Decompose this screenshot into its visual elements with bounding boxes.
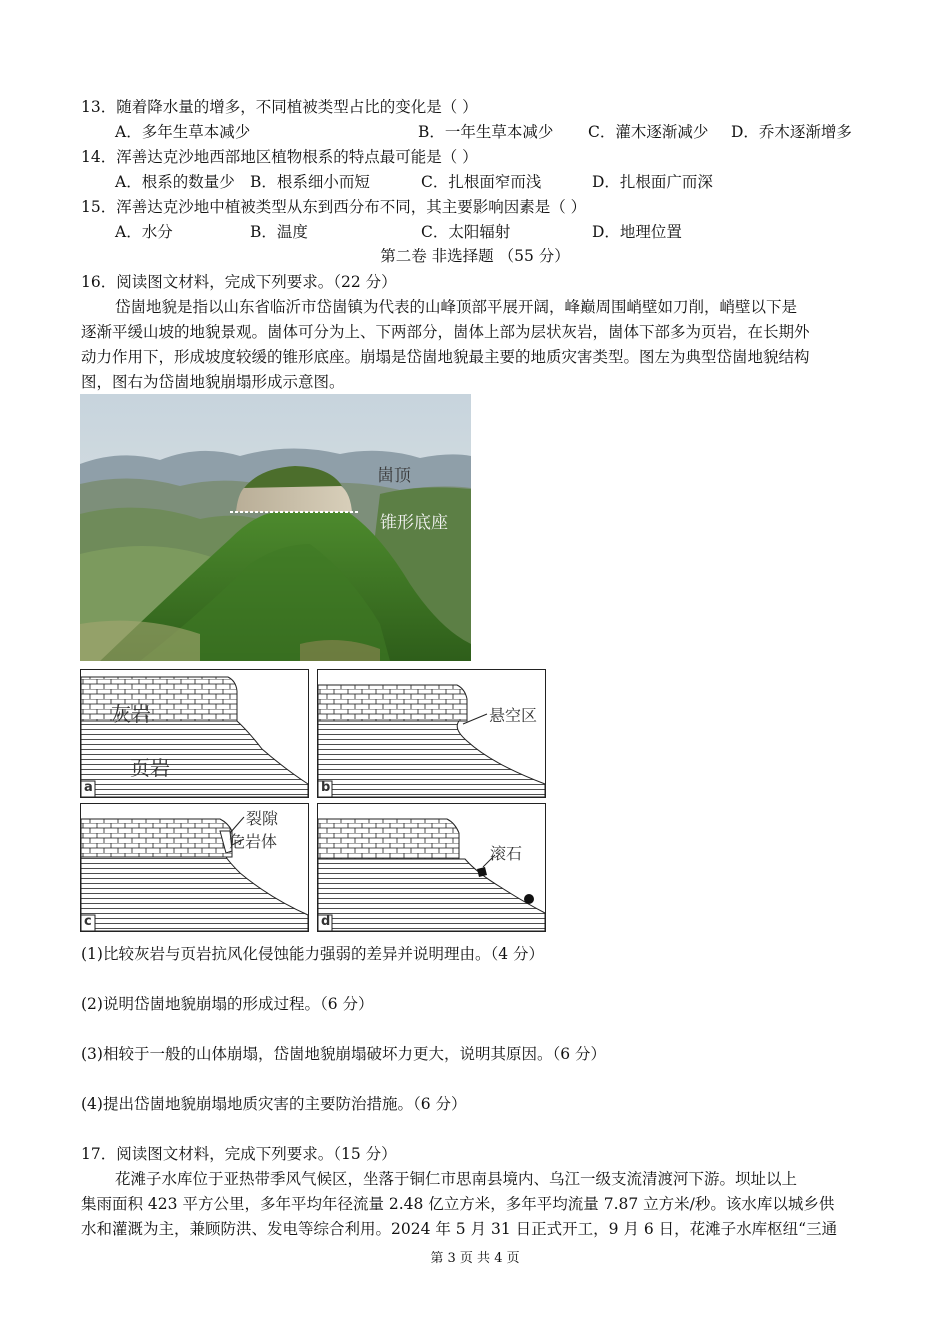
collapse-panel-a <box>80 669 309 798</box>
label-limestone: 灰岩 <box>111 702 151 726</box>
collapse-panel-d <box>317 803 546 932</box>
label-danger-rock: 危岩体 <box>229 832 278 851</box>
q14-option-c: C．扎根面窄而浅 <box>421 173 542 191</box>
page-footer: 第 3 页 共 4 页 <box>430 1251 520 1266</box>
q15-option-b: B．温度 <box>250 223 308 241</box>
daigu-landform-photo <box>80 394 471 661</box>
q15-option-a: A．水分 <box>115 223 173 241</box>
q16-sub4: (4)提出岱崮地貌崩塌地质灾害的主要防治措施。（6 分） <box>81 1095 467 1113</box>
panel-tag-a: a <box>84 780 93 795</box>
q13-option-c: C．灌木逐渐减少 <box>588 123 709 141</box>
label-shale: 页岩 <box>130 756 170 780</box>
q16-sub2: (2)说明岱崮地貌崩塌的形成过程。（6 分） <box>81 995 374 1013</box>
q14-option-a: A．根系的数量少 <box>115 173 235 191</box>
q15-option-d: D．地理位置 <box>592 223 682 241</box>
panel-tag-b: b <box>321 780 331 795</box>
q14-option-b: B．根系细小而短 <box>250 173 370 191</box>
q14-stem: 14．浑善达克沙地西部地区植物根系的特点最可能是（ ） <box>81 148 478 166</box>
q16-stem: 16．阅读图文材料，完成下列要求。（22 分） <box>81 273 397 291</box>
q17-para-line3: 水和灌溉为主，兼顾防洪、发电等综合利用。2024 年 5 月 31 日正式开工，9 月 6 日，花滩子水库枢纽“三通 <box>81 1220 838 1238</box>
label-gu-top: 崮顶 <box>377 466 411 486</box>
q17-para-line1: 花滩子水库位于亚热带季风气候区，坐落于铜仁市思南县境内、乌江一级支流清渡河下游。坝址以上 <box>115 1170 798 1188</box>
label-overhang: 悬空区 <box>489 706 538 725</box>
q15-stem: 15．浑善达克沙地中植被类型从东到西分布不同，其主要影响因素是（ ） <box>81 198 587 216</box>
panel-tag-d: d <box>321 914 331 929</box>
label-rockfall: 滚石 <box>490 844 523 863</box>
q16-para-line4: 图，图右为岱崮地貌崩塌形成示意图。 <box>81 373 345 391</box>
q14-option-d: D．扎根面广而深 <box>592 173 713 191</box>
panel-tag-c: c <box>84 914 92 929</box>
q16-sub3: (3)相较于一般的山体崩塌，岱崮地貌崩塌破坏力更大，说明其原因。（6 分） <box>81 1045 606 1063</box>
collapse-panel-b <box>317 669 546 798</box>
q13-option-d: D．乔木逐渐增多 <box>731 123 852 141</box>
q17-para-line2: 集雨面积 423 平方公里，多年平均年径流量 2.48 亿立方米，多年平均流量 7.87 立方米/秒。该水库以城乡供 <box>81 1195 835 1213</box>
q16-para-line2: 逐渐平缓山坡的地貌景观。崮体可分为上、下两部分，崮体上部为层状灰岩，崮体下部多为页岩，在长期外 <box>81 323 810 341</box>
label-cone-base: 锥形底座 <box>380 513 448 533</box>
q16-sub1: (1)比较灰岩与页岩抗风化侵蚀能力强弱的差异并说明理由。（4 分） <box>81 945 544 963</box>
q13-option-a: A．多年生草本减少 <box>115 123 251 141</box>
q13-option-b: B．一年生草本减少 <box>418 123 554 141</box>
collapse-panel-c <box>80 803 309 932</box>
section-title: 第二卷 非选择题 （55 分） <box>380 247 570 265</box>
label-crack: 裂隙 <box>246 809 279 828</box>
q17-stem: 17．阅读图文材料，完成下列要求。（15 分） <box>81 1145 397 1163</box>
q16-para-line3: 动力作用下，形成坡度较缓的锥形底座。崩塌是岱崮地貌最主要的地质灾害类型。图左为典型岱崮地貌结构 <box>81 348 810 366</box>
q13-stem: 13．随着降水量的增多，不同植被类型占比的变化是（ ） <box>81 98 478 116</box>
q15-option-c: C．太阳辐射 <box>421 223 511 241</box>
q16-para-line1: 岱崮地貌是指以山东省临沂市岱崮镇为代表的山峰顶部平展开阔，峰巅周围峭壁如刀削，峭壁以下是 <box>115 298 798 316</box>
